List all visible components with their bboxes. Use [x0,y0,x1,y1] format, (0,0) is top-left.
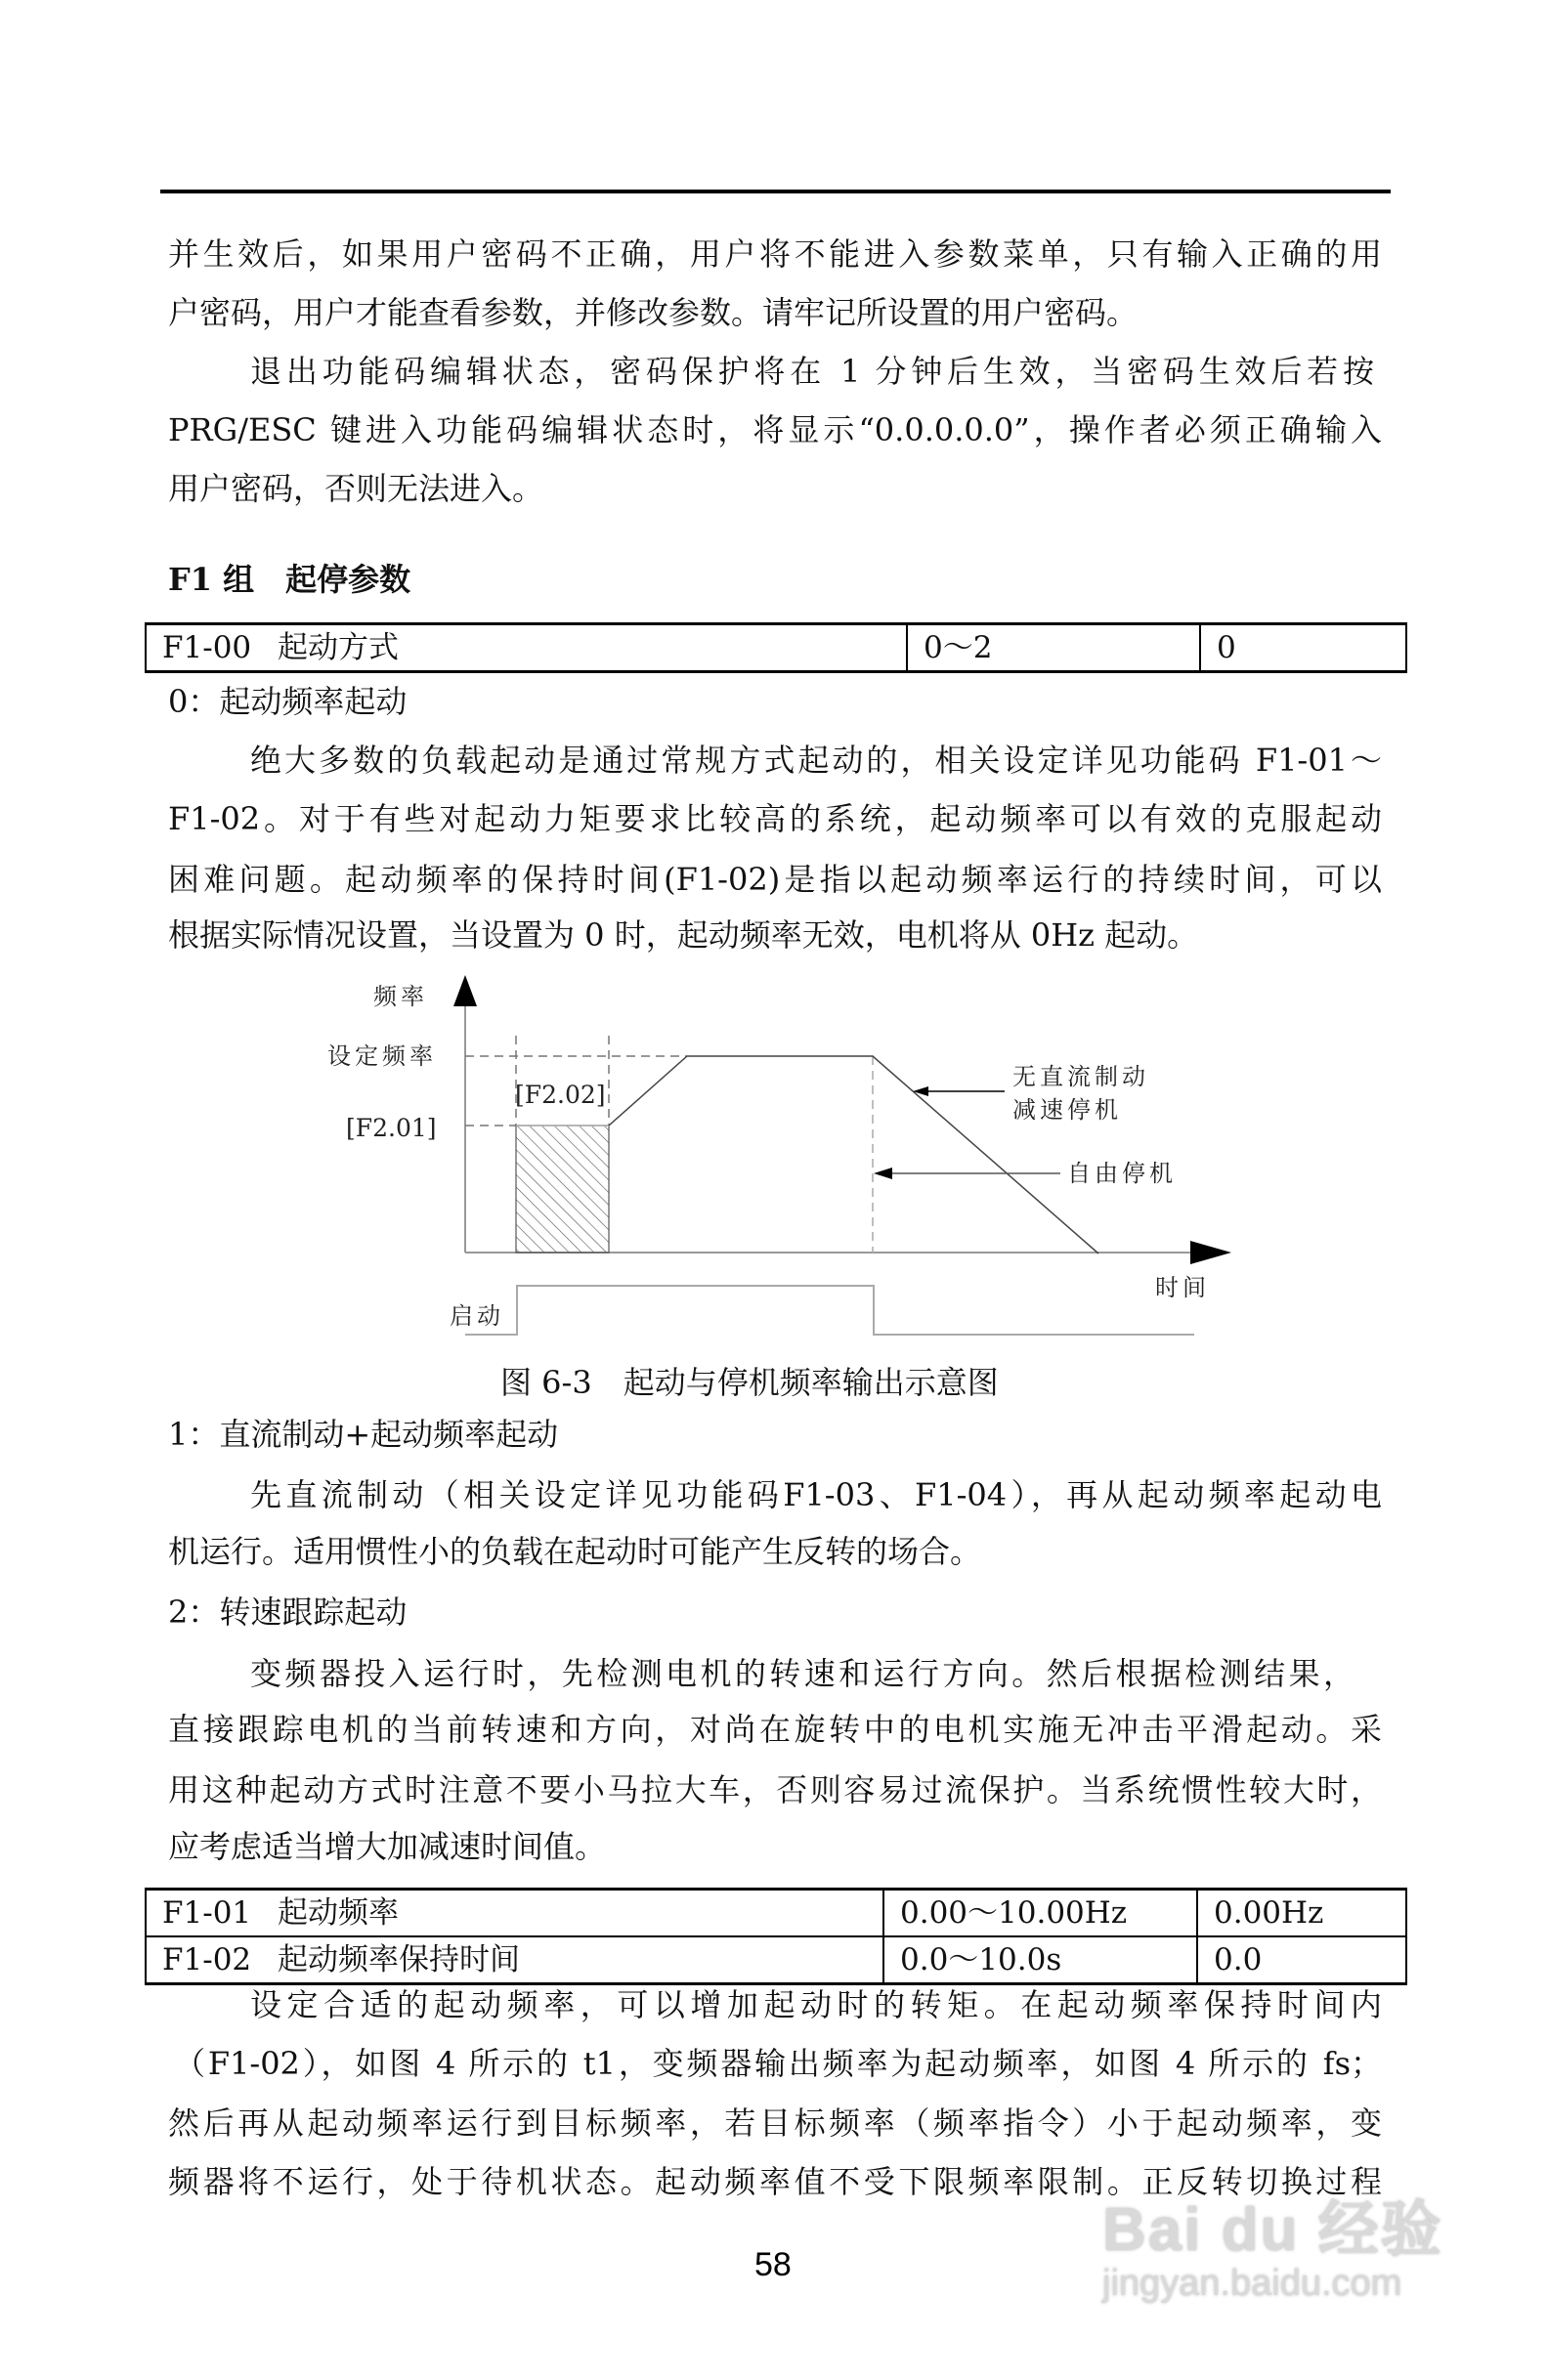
figure-caption: 图 6-3 起动与停机频率输出示意图 [500,1364,999,1401]
param-name: 起动频率 [278,1895,399,1931]
y-axis-label: 频率 [373,983,428,1010]
param-code-name-cell [146,624,907,672]
param-default: 0 [1200,624,1406,672]
paragraph-line: F1-02。对于有些对起动力矩要求比较高的系统，起动频率可以有效的克服起动 [168,800,1382,837]
option-title: 2：转速跟踪起动 [168,1594,408,1631]
paragraph-line: 机运行。适用惯性小的负载在起动时可能产生反转的场合。 [168,1533,982,1570]
option-title: 1：直流制动+起动频率起动 [168,1416,559,1453]
baidu-jingyan-watermark [1102,2198,1454,2320]
decel-stop-label-line1: 无直流制动 [1012,1063,1149,1090]
param-table-f1-01-f1-02 [145,1888,1407,1985]
param-name: 起动频率保持时间 [278,1942,520,1977]
param-default: 0.0 [1197,1936,1406,1984]
paragraph-line: 根据实际情况设置，当设置为 0 时，起动频率无效，电机将从 0Hz 起动。 [168,916,1199,954]
hold-time-hatch [516,1126,609,1253]
paragraph-line: 用这种起动方式时注意不要小马拉大车，否则容易过流保护。当系统惯性较大时， [168,1771,1382,1808]
f202-label: [F2.02] [515,1081,606,1109]
header-rule [160,190,1391,193]
paragraph-line: 绝大多数的负载起动是通过常规方式起动的，相关设定详见功能码 F1-01～ [250,742,1382,779]
paragraph-line: 用户密码，否则无法进入。 [168,470,544,507]
paragraph-line: （F1-02），如图 4 所示的 t1，变频器输出频率为起动频率，如图 4 所示的 fs； [174,2045,1382,2082]
x-axis-arrow-icon [1190,1241,1231,1264]
table-row [146,1936,1406,1984]
param-range: 0.0～10.0s [883,1936,1197,1984]
f201-label: [F2.01] [346,1114,437,1142]
param-code: F1-02 [162,1942,252,1977]
start-signal-label: 启动 [450,1302,504,1330]
watermark-brand: Bai du 经验 [1102,2196,1443,2264]
param-default: 0.00Hz [1197,1890,1406,1937]
section-heading: F1 组 起停参数 [168,561,411,598]
page-number: 58 [754,2246,792,2283]
param-code-name-cell [146,1936,883,1984]
set-frequency-label: 设定频率 [327,1042,437,1070]
paragraph-line: PRG/ESC 键进入功能码编辑状态时，将显示“0.0.0.0.0”，操作者必须正确输入 [168,411,1382,448]
param-code: F1-00 [162,630,252,665]
param-name: 起动方式 [278,630,399,665]
param-range: 0～2 [907,624,1200,672]
paragraph-line: 困难问题。起动频率的保持时间(F1-02)是指以起动频率运行的持续时间，可以 [168,861,1382,898]
arrow-left-icon [913,1086,928,1096]
start-signal-pulse [465,1286,1194,1335]
paragraph-line: 变频器投入运行时，先检测电机的转速和运行方向。然后根据检测结果， [250,1655,1354,1692]
paragraph-line: 设定合适的起动频率，可以增加起动时的转矩。在起动频率保持时间内 [250,1986,1382,2023]
arrow-left-icon [874,1168,892,1179]
paragraph-line: 并生效后，如果用户密码不正确，用户将不能进入参数菜单，只有输入正确的用 [168,235,1382,273]
y-axis-arrow-icon [453,975,477,1006]
paragraph-line: 然后再从起动频率运行到目标频率，若目标频率（频率指令）小于起动频率，变 [168,2104,1382,2142]
table-row [146,624,1406,672]
paragraph-line: 退出功能码编辑状态，密码保护将在 1 分钟后生效，当密码生效后若按 [250,353,1374,390]
param-range: 0.00～10.00Hz [883,1890,1197,1937]
paragraph-line: 应考虑适当增大加减速时间值。 [168,1828,607,1865]
table-row [146,1890,1406,1937]
x-axis-label: 时间 [1155,1274,1210,1301]
param-table-f1-00 [145,622,1407,673]
param-code: F1-01 [162,1895,252,1931]
paragraph-line: 频器将不运行，处于待机状态。起动频率值不受下限频率限制。正反转切换过程 [168,2163,1382,2200]
decel-stop-label-line2: 减速停机 [1012,1096,1122,1124]
paragraph-line: 直接跟踪电机的当前转速和方向，对尚在旋转中的电机实施无冲击平滑起动。采 [168,1711,1382,1748]
paragraph-line: 户密码，用户才能查看参数，并修改参数。请牢记所设置的用户密码。 [168,294,1139,331]
paragraph-line: 先直流制动（相关设定详见功能码F1-03、F1-04），再从起动频率起动电 [250,1476,1382,1513]
watermark-url: jingyan.baidu.com [1102,2263,1402,2304]
coast-stop-label: 自由停机 [1067,1160,1177,1187]
option-title: 0：起动频率起动 [168,683,408,720]
param-code-name-cell [146,1890,883,1937]
